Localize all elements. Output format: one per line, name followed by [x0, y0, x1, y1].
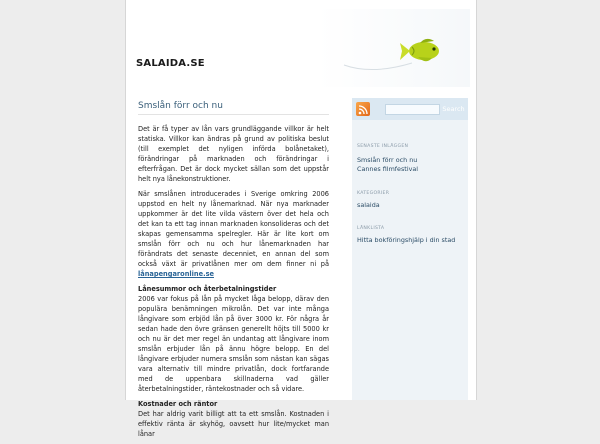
post-subheading: Lånesummor och återbetalningstider: [138, 285, 277, 293]
post-paragraph: Det har aldrig varit billigt att ta ett smslån. Kostnaden i effektiv ränta är skyhög, oavsett hur lite/mycket man lånar: [138, 410, 329, 438]
search-button[interactable]: Search: [442, 105, 465, 113]
post-paragraph-text: När smslånen introducerades i Sverige omkring 2006 uppstod en helt ny lånemarknad. När nya marknader uppkommer är det lite vilda västern över det hela och det kan ta ett tag innan marknaden konsolideras och det skapas gemensamma spelregler. Här är lite kort om smslån förr och nu och hur lånemarknaden har förändrats det senaste decenniet, en annan del som också växt är privatlånen mer om dem finner ni på: [138, 190, 329, 268]
lanapengar-link[interactable]: lånapengaronline.se: [138, 270, 214, 278]
blogroll-link[interactable]: Hitta bokföringshjälp i din stad: [357, 236, 456, 244]
sidebar-top-bar: [352, 98, 468, 120]
post-subheading: Kostnader och räntor: [138, 400, 218, 408]
categories-heading: KATEGORIER: [357, 191, 390, 196]
recent-post-link[interactable]: Smslån förr och nu: [357, 156, 418, 164]
recent-post-link[interactable]: Cannes filmfestival: [357, 165, 419, 173]
post-title[interactable]: Smslån förr och nu: [138, 101, 223, 111]
fish-logo-icon: [342, 35, 452, 75]
rss-icon[interactable]: [356, 102, 370, 116]
post-paragraph: 2006 var fokus på lån på mycket låga belopp, därav den populära benämningen mikrolån. Det var inte många långivare som erbjöd lån på över 3000 kr. För några år sedan hade den övre gränsen generellt höjts till 5000 kr och nu är det mer regel än undantag att långivare inom smslån erbjuder lån på ännu högre belopp. En del långivare erbjuder numera smslån som nästan kan sägas vara alternativ till mindre privatlån, dock fortfarande med de uppenbara skillnaderna vad gäller återbetalningstider, räntekostnader och så vidare.: [138, 295, 329, 393]
site-title[interactable]: SALAIDA.SE: [136, 58, 205, 69]
search-input[interactable]: [385, 104, 440, 115]
page-container: [125, 0, 477, 438]
category-link[interactable]: salaida: [357, 201, 380, 209]
post-paragraph: Det är få typer av lån vars grundläggande villkor är helt statiska. Villkor kan ändras på grund av politiska beslut (till exemplet det nyligen införda bolånetaket), förändringar på marknaden och förändringar i efterfrågan. Det är dock mycket sällan som det uppstår helt nya lånekonstruktioner.: [138, 125, 329, 183]
post-content: [138, 124, 329, 444]
links-heading: LÄNKLISTA: [357, 226, 385, 231]
header: [132, 9, 470, 87]
sidebar: [352, 98, 468, 400]
post-paragraph: [138, 189, 329, 279]
recent-posts-heading: SENASTE INLÄGGEN: [357, 144, 409, 149]
title-divider: [138, 114, 329, 115]
